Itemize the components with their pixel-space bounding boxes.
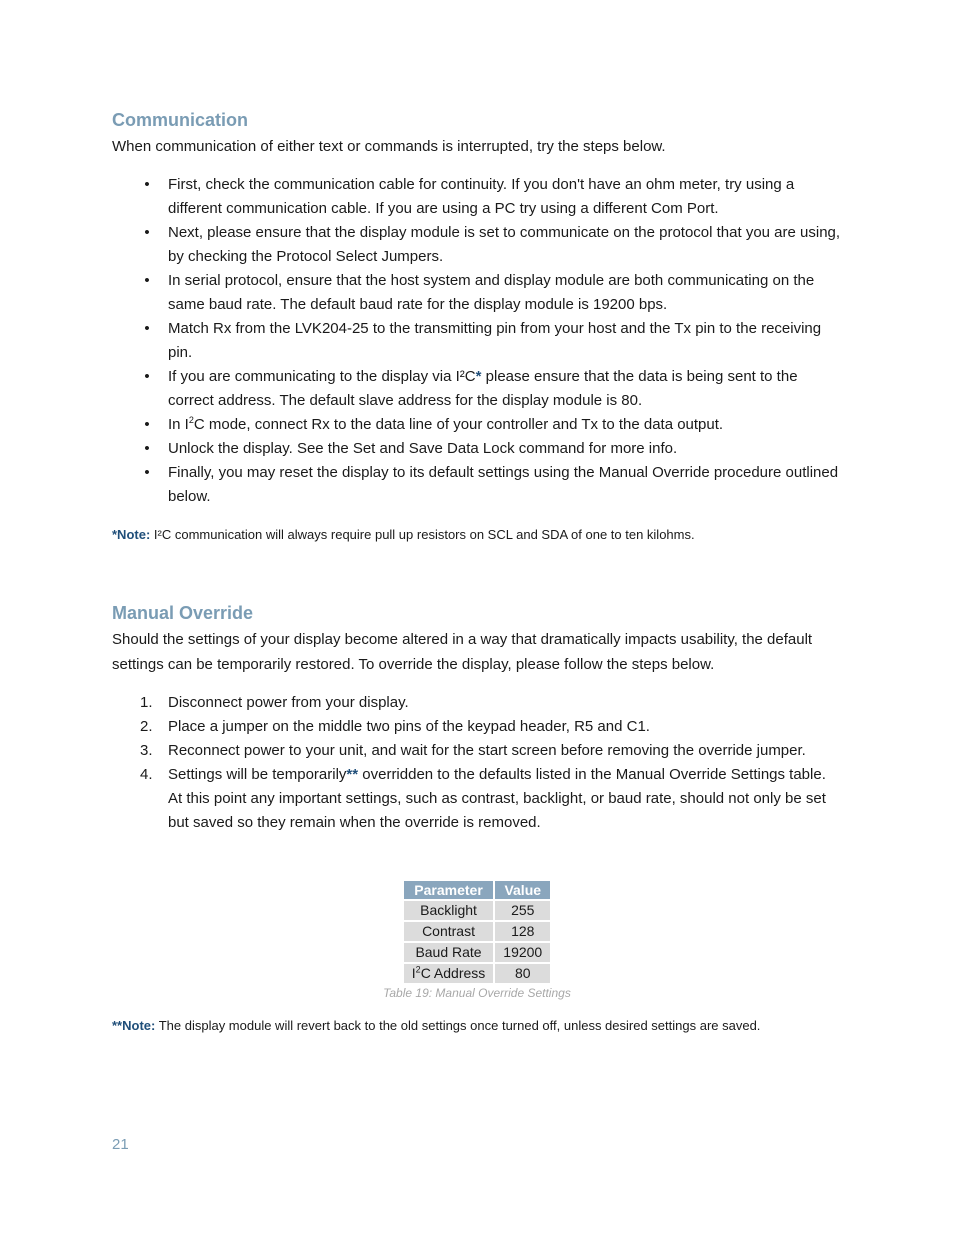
- list-item: [112, 413, 842, 437]
- list-item-text: Place a jumper on the middle two pins of the keypad header, R5 and C1.: [168, 718, 650, 735]
- list-item-text: Reconnect power to your unit, and wait for the start screen before removing the override jumper.: [168, 742, 806, 759]
- list-item: [112, 173, 842, 221]
- bullet-marker: •: [144, 464, 150, 481]
- step-number: 4.: [140, 766, 153, 783]
- bullet-marker: •: [144, 320, 150, 337]
- communication-section: [112, 108, 842, 545]
- note-label: *Note:: [112, 527, 151, 542]
- note-label: **Note:: [112, 1018, 156, 1033]
- step-number: 2.: [140, 718, 153, 735]
- bullet-marker: •: [144, 176, 150, 193]
- footnote-star: *: [475, 368, 482, 385]
- bullet-marker: •: [144, 272, 150, 289]
- list-item-text: Disconnect power from your display.: [168, 694, 409, 711]
- list-item-text: Finally, you may reset the display to its default settings using the Manual Override procedure outlined below.: [168, 464, 839, 505]
- communication-note: [112, 525, 842, 545]
- table-row: [404, 922, 550, 941]
- communication-heading: Communication: [112, 110, 249, 130]
- list-item: [112, 691, 842, 715]
- table-cell: 80: [495, 964, 550, 983]
- list-item-text: [168, 416, 723, 433]
- manual-override-note: [112, 1016, 842, 1036]
- list-item-text-part: Settings will be temporarily: [168, 766, 347, 783]
- bullet-marker: •: [144, 224, 150, 241]
- list-item: [112, 763, 842, 835]
- page-content: [112, 108, 842, 1036]
- table-cell: 255: [495, 901, 550, 920]
- troubleshooting-list: [112, 173, 842, 509]
- table-cell: 19200: [495, 943, 550, 962]
- step-number: 3.: [140, 742, 153, 759]
- list-item-text: [168, 766, 826, 831]
- bullet-marker: •: [144, 440, 150, 457]
- table-header-row: [404, 881, 550, 899]
- list-item: [112, 221, 842, 269]
- page-number: 21: [112, 1136, 129, 1153]
- list-item: [112, 317, 842, 365]
- table-cell: Baud Rate: [404, 943, 494, 962]
- list-item: [112, 437, 842, 461]
- list-item-text: First, check the communication cable for continuity. If you don't have an ohm meter, try using a different communication cable. If you are using a PC try using a different Com Port.: [168, 176, 795, 217]
- note-text: The display module will revert back to the old settings once turned off, unless desired settings are saved.: [155, 1018, 761, 1033]
- manual-override-settings-table: [402, 879, 552, 985]
- list-item-text-part: If you are communicating to the display via I²C: [168, 368, 476, 385]
- list-item-text: [168, 368, 798, 409]
- manual-override-heading: Manual Override: [112, 603, 254, 623]
- bullet-marker: •: [144, 368, 150, 385]
- bullet-marker: •: [144, 416, 150, 433]
- override-steps-list: [112, 691, 842, 835]
- list-item-text-part: overridden to the defaults listed in the Manual Override Settings table. At this point any important settings, such as contrast, backlight, or baud rate, should not only be set but saved so they remain when the override is removed.: [168, 766, 826, 831]
- manual-override-intro: Should the settings of your display become altered in a way that dramatically impacts usability, the default settings can be temporarily restored. To override the display, please follow the steps below.: [112, 631, 813, 673]
- list-item-text: Next, please ensure that the display module is set to communicate on the protocol that you are using, by checking the Protocol Select Jumpers.: [168, 224, 841, 265]
- list-item: [112, 269, 842, 317]
- manual-override-section: [112, 601, 842, 1036]
- note-text: I²C communication will always require pull up resistors on SCL and SDA of one to ten kilohms.: [150, 527, 695, 542]
- list-item-text-part: please ensure that the data is being sent to the correct address. The default slave address for the display module is 80.: [168, 368, 798, 409]
- table-caption: Table 19: Manual Override Settings: [383, 986, 571, 1000]
- list-item-text: In serial protocol, ensure that the host system and display module are both communicating on the same baud rate. The default baud rate for the display module is 19200 bps.: [168, 272, 815, 313]
- list-item: [112, 461, 842, 509]
- list-item: [112, 365, 842, 413]
- table-cell: Backlight: [404, 901, 494, 920]
- step-number: 1.: [140, 694, 153, 711]
- table-cell-text: I: [411, 965, 416, 981]
- footnote-star: **: [346, 766, 359, 783]
- list-item-text-part: In I: [168, 416, 189, 433]
- list-item-text: Match Rx from the LVK204-25 to the transmitting pin from your host and the Tx pin to the receiving pin.: [168, 320, 822, 361]
- list-item-text: Unlock the display. See the Set and Save Data Lock command for more info.: [168, 440, 678, 457]
- list-item-text-part: C mode, connect Rx to the data line of your controller and Tx to the data output.: [193, 416, 724, 433]
- list-item: [112, 739, 842, 763]
- table-header-cell: Value: [495, 881, 550, 899]
- table-row: [404, 943, 550, 962]
- table-header-cell: Parameter: [404, 881, 494, 899]
- table-row: [404, 964, 550, 983]
- list-item: [112, 715, 842, 739]
- superscript: 2: [188, 415, 194, 425]
- table-cell: [404, 964, 494, 983]
- settings-table-wrap: [112, 879, 842, 1000]
- table-cell: Contrast: [404, 922, 494, 941]
- superscript: 2: [415, 964, 421, 975]
- table-cell-text: C Address: [420, 965, 486, 981]
- communication-intro: When communication of either text or commands is interrupted, try the steps below.: [112, 138, 666, 155]
- table-row: [404, 901, 550, 920]
- table-cell: 128: [495, 922, 550, 941]
